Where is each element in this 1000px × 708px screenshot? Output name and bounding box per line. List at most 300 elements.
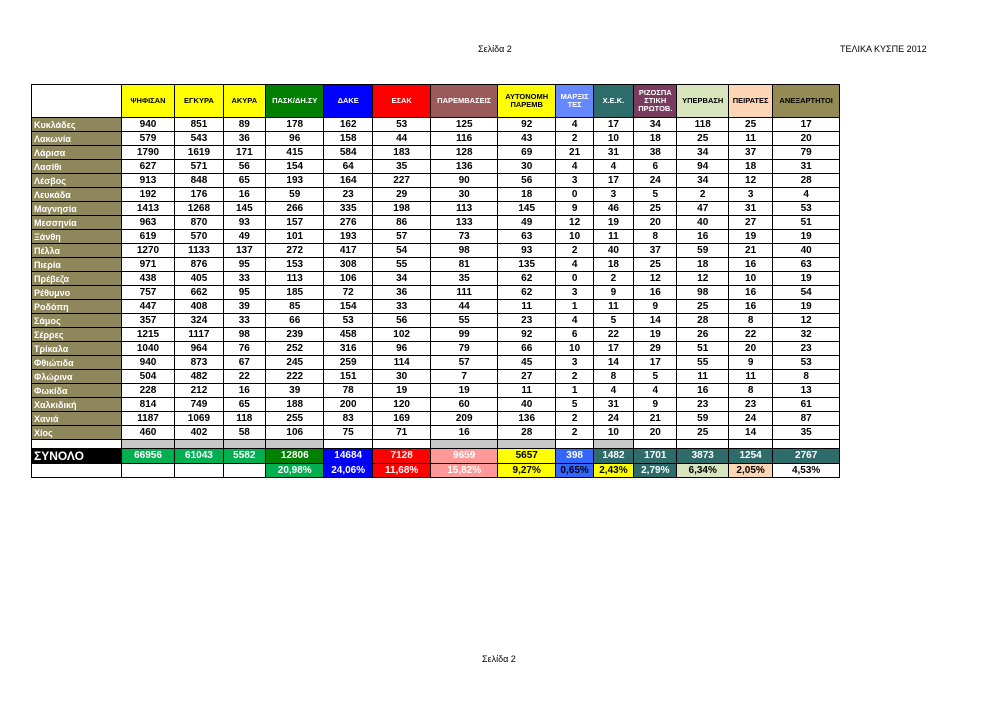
data-cell: 66 <box>497 342 556 356</box>
percent-cell: 20,98% <box>265 464 324 478</box>
table-row <box>32 272 840 286</box>
data-cell: 627 <box>121 160 174 174</box>
data-cell: 259 <box>324 356 372 370</box>
data-cell: 12 <box>556 216 593 230</box>
data-cell: 16 <box>431 426 498 440</box>
data-cell: 7 <box>431 370 498 384</box>
column-header: ΨΗΦΙΣΑΝ <box>121 85 174 118</box>
data-cell: 79 <box>431 342 498 356</box>
data-cell: 176 <box>175 188 223 202</box>
data-cell: 86 <box>372 216 431 230</box>
data-cell: 29 <box>634 342 677 356</box>
data-cell: 95 <box>223 258 265 272</box>
data-cell: 31 <box>593 398 633 412</box>
data-cell: 5 <box>634 188 677 202</box>
data-cell: 32 <box>773 328 840 342</box>
data-cell: 276 <box>324 216 372 230</box>
data-cell: 31 <box>773 160 840 174</box>
data-cell: 85 <box>265 300 324 314</box>
table-row <box>32 300 840 314</box>
data-cell: 120 <box>372 398 431 412</box>
data-cell: 1187 <box>121 412 174 426</box>
data-cell: 62 <box>497 286 556 300</box>
spacer-cell <box>556 440 593 449</box>
data-cell: 92 <box>497 118 556 132</box>
data-cell: 106 <box>324 272 372 286</box>
data-cell: 23 <box>324 188 372 202</box>
data-cell: 24 <box>728 412 772 426</box>
data-cell: 408 <box>175 300 223 314</box>
data-cell: 43 <box>497 132 556 146</box>
spacer-row <box>32 440 840 449</box>
data-cell: 56 <box>223 160 265 174</box>
data-cell: 27 <box>728 216 772 230</box>
data-cell: 34 <box>677 174 728 188</box>
data-cell: 255 <box>265 412 324 426</box>
region-name: Σέρρες <box>32 328 122 342</box>
percent-cell: 0,65% <box>556 464 593 478</box>
data-cell: 1413 <box>121 202 174 216</box>
data-cell: 65 <box>223 174 265 188</box>
data-cell: 40 <box>497 398 556 412</box>
data-cell: 76 <box>223 342 265 356</box>
data-cell: 12 <box>773 314 840 328</box>
total-cell: 1254 <box>728 449 772 464</box>
total-cell: 66956 <box>121 449 174 464</box>
data-cell: 6 <box>634 160 677 174</box>
percent-cell: 11,68% <box>372 464 431 478</box>
data-cell: 308 <box>324 258 372 272</box>
spacer-cell <box>32 440 122 449</box>
column-header: ΔΑΚΕ <box>324 85 372 118</box>
region-name: Πιερία <box>32 258 122 272</box>
data-cell: 851 <box>175 118 223 132</box>
spacer-cell <box>223 440 265 449</box>
table-row <box>32 146 840 160</box>
data-cell: 227 <box>372 174 431 188</box>
data-cell: 78 <box>324 384 372 398</box>
data-cell: 67 <box>223 356 265 370</box>
data-cell: 169 <box>372 412 431 426</box>
data-cell: 4 <box>773 188 840 202</box>
table-row <box>32 286 840 300</box>
data-cell: 94 <box>677 160 728 174</box>
data-cell: 34 <box>634 118 677 132</box>
data-cell: 59 <box>265 188 324 202</box>
data-cell: 99 <box>431 328 498 342</box>
data-cell: 4 <box>556 314 593 328</box>
total-cell: 398 <box>556 449 593 464</box>
data-cell: 22 <box>593 328 633 342</box>
percent-cell: 6,34% <box>677 464 728 478</box>
data-cell: 19 <box>773 230 840 244</box>
data-cell: 111 <box>431 286 498 300</box>
data-cell: 35 <box>773 426 840 440</box>
region-name: Φθιώτιδα <box>32 356 122 370</box>
data-cell: 92 <box>497 328 556 342</box>
data-cell: 3 <box>556 174 593 188</box>
data-cell: 193 <box>265 174 324 188</box>
footer-page-number: Σελίδα 2 <box>482 654 516 664</box>
data-cell: 245 <box>265 356 324 370</box>
data-cell: 4 <box>556 160 593 174</box>
data-cell: 584 <box>324 146 372 160</box>
data-cell: 118 <box>223 412 265 426</box>
data-cell: 116 <box>431 132 498 146</box>
table-row <box>32 118 840 132</box>
data-cell: 482 <box>175 370 223 384</box>
data-cell: 114 <box>372 356 431 370</box>
data-cell: 4 <box>634 384 677 398</box>
data-cell: 16 <box>223 384 265 398</box>
data-cell: 64 <box>324 160 372 174</box>
data-cell: 51 <box>773 216 840 230</box>
data-cell: 1117 <box>175 328 223 342</box>
data-cell: 14 <box>728 426 772 440</box>
data-cell: 36 <box>223 132 265 146</box>
data-cell: 66 <box>265 314 324 328</box>
data-cell: 136 <box>497 412 556 426</box>
data-cell: 447 <box>121 300 174 314</box>
data-cell: 40 <box>593 244 633 258</box>
data-cell: 18 <box>677 258 728 272</box>
data-cell: 54 <box>372 244 431 258</box>
table-row <box>32 398 840 412</box>
data-cell: 570 <box>175 230 223 244</box>
data-cell: 10 <box>556 342 593 356</box>
table-row <box>32 356 840 370</box>
data-cell: 16 <box>223 188 265 202</box>
data-cell: 145 <box>497 202 556 216</box>
data-cell: 25 <box>677 426 728 440</box>
table-row <box>32 160 840 174</box>
table-row <box>32 244 840 258</box>
data-cell: 57 <box>372 230 431 244</box>
data-cell: 2 <box>556 132 593 146</box>
data-cell: 98 <box>677 286 728 300</box>
data-cell: 38 <box>634 146 677 160</box>
data-cell: 59 <box>677 412 728 426</box>
percent-cell: 9,27% <box>497 464 556 478</box>
total-cell: 1482 <box>593 449 633 464</box>
data-cell: 913 <box>121 174 174 188</box>
data-cell: 2 <box>677 188 728 202</box>
data-cell: 136 <box>431 160 498 174</box>
data-cell: 18 <box>593 258 633 272</box>
totals-label: ΣΥΝΟΛΟ <box>32 449 122 464</box>
data-cell: 662 <box>175 286 223 300</box>
data-cell: 8 <box>634 230 677 244</box>
data-cell: 11 <box>593 230 633 244</box>
table-row <box>32 426 840 440</box>
data-cell: 54 <box>773 286 840 300</box>
data-cell: 1268 <box>175 202 223 216</box>
table-row <box>32 230 840 244</box>
region-name: Χανιά <box>32 412 122 426</box>
data-cell: 53 <box>773 202 840 216</box>
data-cell: 154 <box>265 160 324 174</box>
percent-cell: 2,05% <box>728 464 772 478</box>
data-cell: 39 <box>265 384 324 398</box>
data-cell: 28 <box>677 314 728 328</box>
data-cell: 21 <box>634 412 677 426</box>
data-cell: 757 <box>121 286 174 300</box>
data-cell: 1 <box>556 300 593 314</box>
data-cell: 16 <box>677 384 728 398</box>
total-cell: 14684 <box>324 449 372 464</box>
data-cell: 33 <box>223 314 265 328</box>
data-cell: 0 <box>556 188 593 202</box>
data-cell: 34 <box>677 146 728 160</box>
data-cell: 212 <box>175 384 223 398</box>
data-cell: 135 <box>497 258 556 272</box>
data-cell: 185 <box>265 286 324 300</box>
data-cell: 62 <box>497 272 556 286</box>
column-header: Χ.Ε.Κ. <box>593 85 633 118</box>
data-cell: 6 <box>556 328 593 342</box>
data-cell: 22 <box>728 328 772 342</box>
table-row <box>32 202 840 216</box>
data-cell: 19 <box>431 384 498 398</box>
data-cell: 10 <box>728 272 772 286</box>
region-name: Κυκλάδες <box>32 118 122 132</box>
data-cell: 178 <box>265 118 324 132</box>
column-header: ΥΠΕΡΒΑΣΗ <box>677 85 728 118</box>
percent-cell: 24,06% <box>324 464 372 478</box>
data-cell: 16 <box>677 230 728 244</box>
data-cell: 252 <box>265 342 324 356</box>
data-cell: 20 <box>773 132 840 146</box>
data-cell: 164 <box>324 174 372 188</box>
column-header: ΠΑΡΕΜΒΑΣΕΙΣ <box>431 85 498 118</box>
data-cell: 2 <box>556 426 593 440</box>
data-cell: 1040 <box>121 342 174 356</box>
data-cell: 45 <box>497 356 556 370</box>
header-corner-cell <box>32 85 122 118</box>
data-cell: 193 <box>324 230 372 244</box>
data-cell: 25 <box>728 118 772 132</box>
column-header: ΑΥΤΟΝΟΜΗ ΠΑΡΕΜΒ <box>497 85 556 118</box>
data-cell: 8 <box>728 314 772 328</box>
total-cell: 1701 <box>634 449 677 464</box>
data-cell: 53 <box>773 356 840 370</box>
data-cell: 272 <box>265 244 324 258</box>
table-row <box>32 384 840 398</box>
data-cell: 72 <box>324 286 372 300</box>
percent-cell: 2,43% <box>593 464 633 478</box>
data-cell: 71 <box>372 426 431 440</box>
data-cell: 49 <box>223 230 265 244</box>
data-cell: 59 <box>677 244 728 258</box>
data-cell: 35 <box>372 160 431 174</box>
data-cell: 3 <box>593 188 633 202</box>
spacer-cell <box>728 440 772 449</box>
table-row <box>32 132 840 146</box>
region-name: Πέλλα <box>32 244 122 258</box>
data-cell: 11 <box>677 370 728 384</box>
data-cell: 44 <box>372 132 431 146</box>
data-cell: 17 <box>634 356 677 370</box>
data-cell: 24 <box>593 412 633 426</box>
total-cell: 12806 <box>265 449 324 464</box>
data-cell: 26 <box>677 328 728 342</box>
region-name: Λάρισα <box>32 146 122 160</box>
data-cell: 10 <box>593 426 633 440</box>
data-cell: 848 <box>175 174 223 188</box>
data-cell: 1215 <box>121 328 174 342</box>
data-cell: 23 <box>728 398 772 412</box>
region-name: Πρέβεζα <box>32 272 122 286</box>
data-cell: 20 <box>634 216 677 230</box>
data-cell: 19 <box>773 272 840 286</box>
data-cell: 83 <box>324 412 372 426</box>
data-cell: 814 <box>121 398 174 412</box>
spacer-cell <box>593 440 633 449</box>
data-cell: 89 <box>223 118 265 132</box>
data-cell: 12 <box>677 272 728 286</box>
data-cell: 405 <box>175 272 223 286</box>
spacer-cell <box>372 440 431 449</box>
table-row <box>32 314 840 328</box>
region-name: Λέσβος <box>32 174 122 188</box>
data-cell: 125 <box>431 118 498 132</box>
data-cell: 17 <box>593 118 633 132</box>
data-cell: 11 <box>497 300 556 314</box>
data-cell: 171 <box>223 146 265 160</box>
data-cell: 93 <box>223 216 265 230</box>
percent-cell: 2,79% <box>634 464 677 478</box>
data-cell: 188 <box>265 398 324 412</box>
data-cell: 37 <box>728 146 772 160</box>
data-cell: 28 <box>497 426 556 440</box>
data-cell: 873 <box>175 356 223 370</box>
region-name: Λακωνία <box>32 132 122 146</box>
data-cell: 198 <box>372 202 431 216</box>
data-cell: 2 <box>556 370 593 384</box>
data-cell: 98 <box>431 244 498 258</box>
data-cell: 47 <box>677 202 728 216</box>
data-cell: 20 <box>728 342 772 356</box>
data-cell: 30 <box>372 370 431 384</box>
data-cell: 266 <box>265 202 324 216</box>
data-cell: 1133 <box>175 244 223 258</box>
data-cell: 11 <box>497 384 556 398</box>
data-cell: 53 <box>324 314 372 328</box>
region-name: Τρίκαλα <box>32 342 122 356</box>
spacer-cell <box>677 440 728 449</box>
data-cell: 402 <box>175 426 223 440</box>
data-cell: 29 <box>372 188 431 202</box>
data-cell: 31 <box>728 202 772 216</box>
spacer-cell <box>634 440 677 449</box>
data-cell: 102 <box>372 328 431 342</box>
data-cell: 4 <box>556 258 593 272</box>
data-cell: 46 <box>593 202 633 216</box>
region-name: Φλώρινα <box>32 370 122 384</box>
data-cell: 19 <box>372 384 431 398</box>
data-cell: 25 <box>634 258 677 272</box>
data-cell: 16 <box>728 286 772 300</box>
data-cell: 4 <box>556 118 593 132</box>
data-cell: 5 <box>634 370 677 384</box>
region-name: Μεσσηνία <box>32 216 122 230</box>
region-name: Λασίθι <box>32 160 122 174</box>
data-cell: 228 <box>121 384 174 398</box>
data-cell: 118 <box>677 118 728 132</box>
data-cell: 128 <box>431 146 498 160</box>
data-cell: 23 <box>677 398 728 412</box>
total-cell: 61043 <box>175 449 223 464</box>
data-cell: 20 <box>634 426 677 440</box>
percent-row <box>32 464 840 478</box>
data-cell: 16 <box>728 300 772 314</box>
data-cell: 3 <box>556 356 593 370</box>
table-row <box>32 342 840 356</box>
data-cell: 0 <box>556 272 593 286</box>
column-header: ΕΓΚΥΡΑ <box>175 85 223 118</box>
data-cell: 324 <box>175 314 223 328</box>
data-cell: 18 <box>634 132 677 146</box>
percent-cell <box>223 464 265 478</box>
data-cell: 79 <box>773 146 840 160</box>
data-cell: 21 <box>728 244 772 258</box>
data-cell: 31 <box>593 146 633 160</box>
data-cell: 335 <box>324 202 372 216</box>
data-cell: 55 <box>372 258 431 272</box>
region-name: Ξάνθη <box>32 230 122 244</box>
data-cell: 17 <box>593 174 633 188</box>
data-cell: 192 <box>121 188 174 202</box>
data-cell: 63 <box>497 230 556 244</box>
data-cell: 14 <box>634 314 677 328</box>
data-cell: 19 <box>634 328 677 342</box>
data-cell: 106 <box>265 426 324 440</box>
spacer-cell <box>265 440 324 449</box>
total-cell: 2767 <box>773 449 840 464</box>
column-header: ΑΝΕΞΑΡΤΗΤΟΙ <box>773 85 840 118</box>
data-cell: 39 <box>223 300 265 314</box>
region-name: Φωκίδα <box>32 384 122 398</box>
data-cell: 4 <box>593 160 633 174</box>
data-cell: 8 <box>773 370 840 384</box>
data-cell: 101 <box>265 230 324 244</box>
data-cell: 749 <box>175 398 223 412</box>
data-cell: 55 <box>677 356 728 370</box>
data-cell: 13 <box>773 384 840 398</box>
data-cell: 963 <box>121 216 174 230</box>
data-cell: 154 <box>324 300 372 314</box>
column-header: ΕΣΑΚ <box>372 85 431 118</box>
header-row <box>32 85 840 118</box>
data-cell: 1619 <box>175 146 223 160</box>
table-row <box>32 258 840 272</box>
data-cell: 25 <box>677 300 728 314</box>
data-cell: 11 <box>728 370 772 384</box>
data-cell: 209 <box>431 412 498 426</box>
region-name: Μαγνησία <box>32 202 122 216</box>
data-cell: 10 <box>593 132 633 146</box>
data-cell: 11 <box>728 132 772 146</box>
data-cell: 113 <box>431 202 498 216</box>
data-cell: 22 <box>223 370 265 384</box>
spacer-cell <box>121 440 174 449</box>
data-cell: 16 <box>634 286 677 300</box>
data-cell: 12 <box>728 174 772 188</box>
table-row <box>32 174 840 188</box>
data-cell: 93 <box>497 244 556 258</box>
data-cell: 2 <box>556 244 593 258</box>
percent-label-blank <box>32 464 122 478</box>
